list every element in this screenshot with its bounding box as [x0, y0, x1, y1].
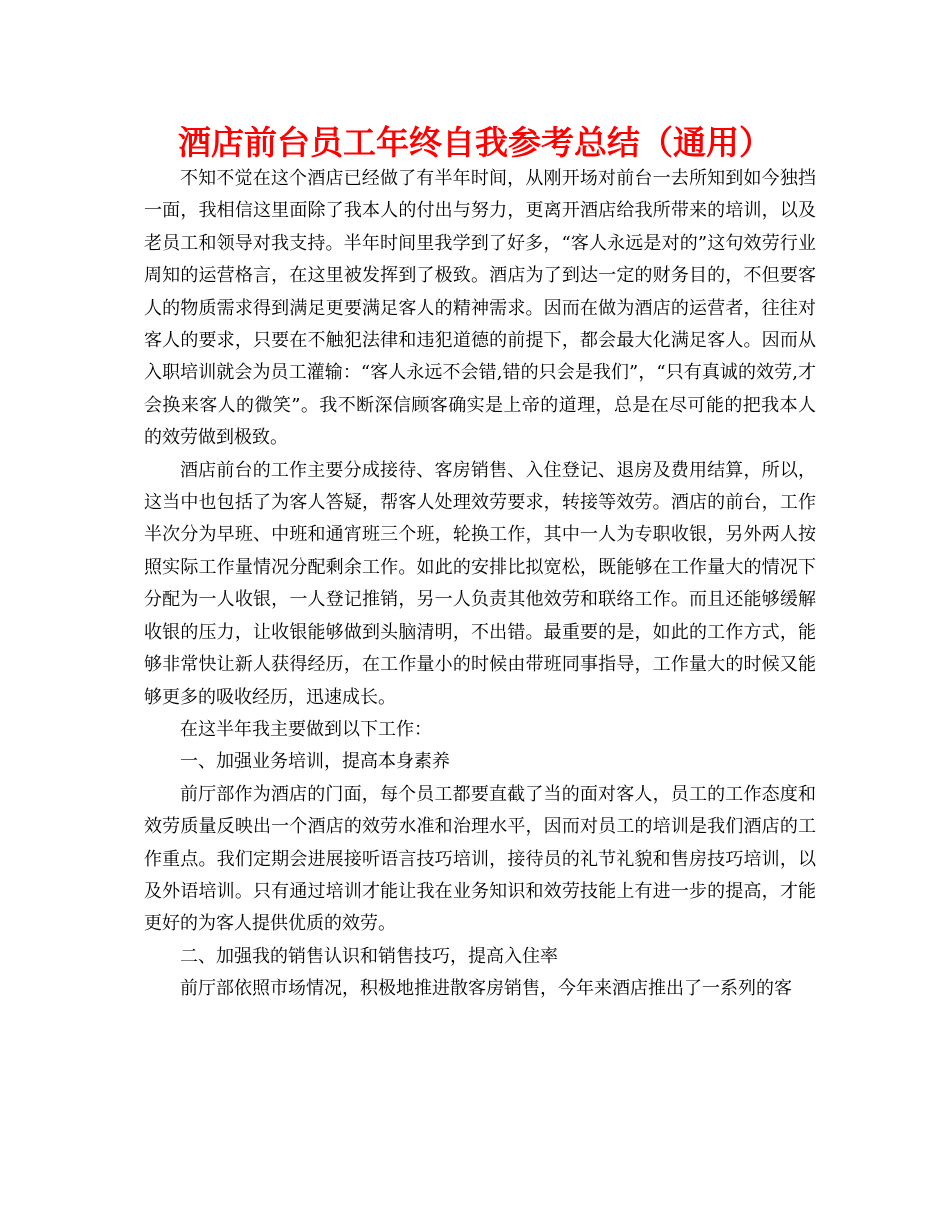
paragraph-training: 前厅部作为酒店的门面，每个员工都要直截了当的面对客人，员工的工作态度和效劳质量反映出一个酒店的效劳水准和治理水平，因而对员工的培训是我们酒店的工作重点。我们定期会进展接听语言技巧培训，接待员的礼节礼貌和售房技巧培训，以及外语培训。只有通过培训才能让我在业务知识和效劳技能上有进一步的提高，才能更好的为客人提供优质的效劳。: [144, 783, 816, 935]
section-heading-sales: 二、加强我的销售认识和销售技巧，提高入住率: [180, 945, 558, 967]
paragraph-work-summary-intro: 在这半年我主要做到以下工作：: [180, 718, 432, 740]
document-title: 酒店前台员工年终自我参考总结（通用）: [178, 123, 772, 162]
section-heading-training: 一、加强业务培训，提高本身素养: [180, 751, 450, 773]
paragraph-front-desk-duties: 酒店前台的工作主要分成接待、客房销售、入住登记、退房及费用结算，所以，这当中也包括了为客人答疑，帮客人处理效劳要求，转接等效劳。酒店的前台，工作半次分为早班、中班和通宵班三个班，轮换工作，其中一人为专职收银，另外两人按照实际工作量情况分配剩余工作。如此的安排比拟宽松，既能够在工作量大的情况下分配为一人收银，一人登记推销，另一人负责其他效劳和联络工作。而且还能够缓解收银的压力，让收银能够做到头脑清明，不出错。最重要的是，如此的工作方式，能够非常快让新人获得经历，在工作量小的时候由带班同事指导，工作量大的时候又能够更多的吸收经历，迅速成长。: [144, 459, 816, 708]
document-body: [144, 163, 816, 1006]
paragraph-sales: 前厅部依照市场情况，积极地推进散客房销售，今年来酒店推出了一系列的客: [180, 978, 792, 1000]
paragraph-intro: 不知不觉在这个酒店已经做了有半年时间，从刚开场对前台一去所知到如今独挡一面，我相信这里面除了我本人的付出与努力，更离开酒店给我所带来的培训，以及老员工和领导对我支持。半年时间里我学到了好多，“客人永远是对的”这句效劳行业周知的运营格言，在这里被发挥到了极致。酒店为了到达一定的财务目的，不但要客人的物质需求得到满足更要满足客人的精神需求。因而在做为酒店的运营者，往往对客人的要求，只要在不触犯法律和违犯道德的前提下，都会最大化满足客人。因而从入职培训就会为员工灌输：“客人永远不会错,错的只会是我们”，“只有真诚的效劳,才会换来客人的微笑”。我不断深信顾客确实是上帝的道理，总是在尽可能的把我本人的效劳做到极致。: [144, 168, 816, 449]
